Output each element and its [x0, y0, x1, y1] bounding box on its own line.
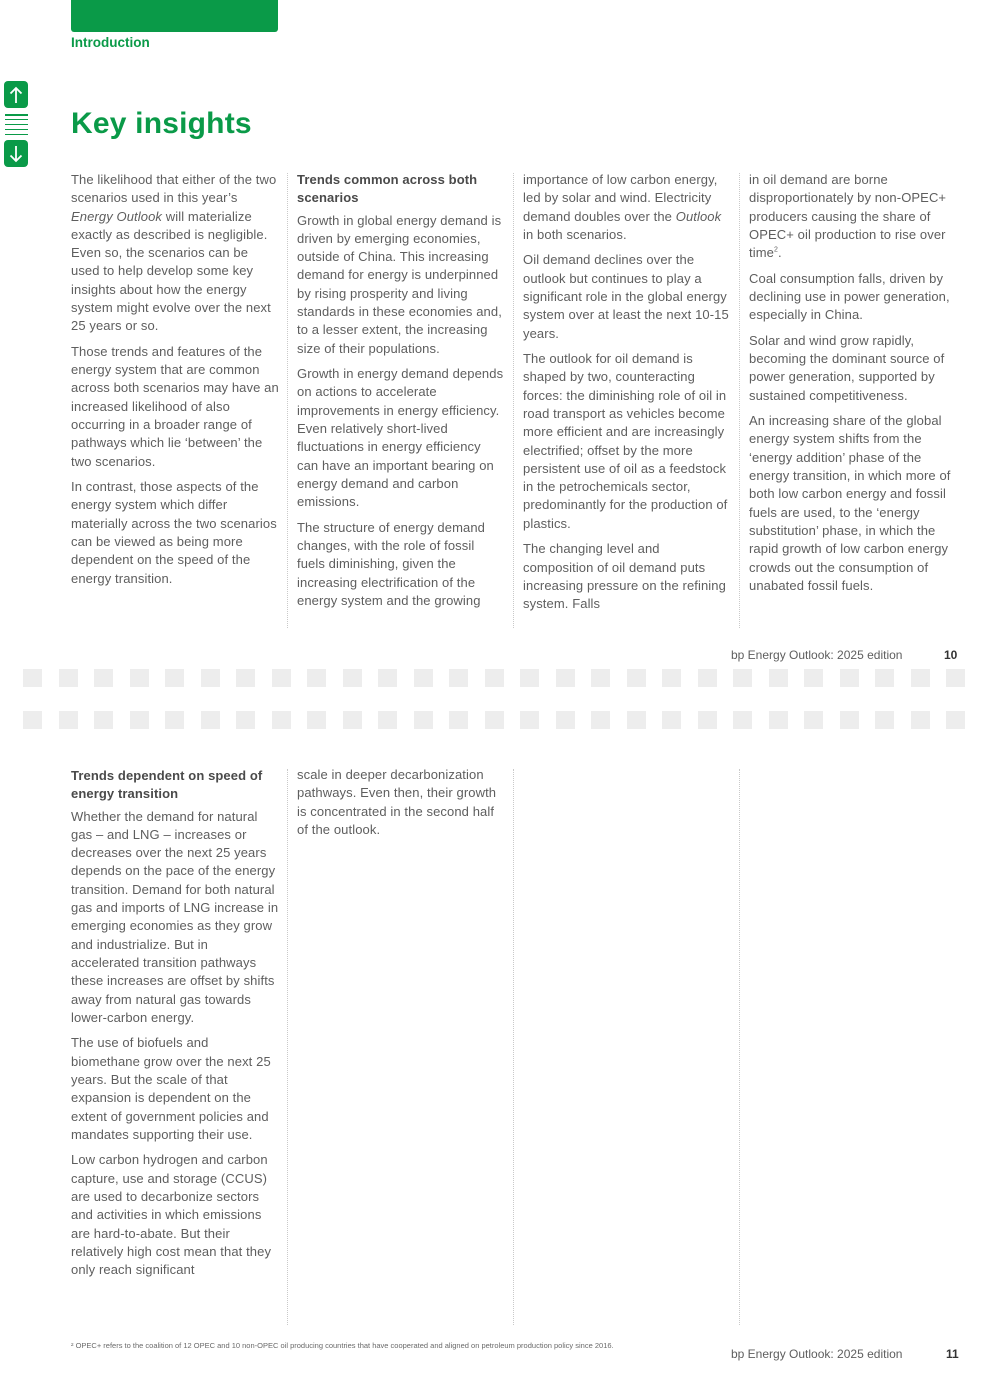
page-navigation	[4, 81, 30, 167]
page10-column-3	[523, 171, 731, 621]
page-footer-title: bp Energy Outlook: 2025 edition	[731, 648, 903, 662]
paragraph: The changing level and composition of oil demand puts increasing pressure on the refining system. Falls	[523, 541, 726, 612]
column-separator	[287, 769, 288, 1325]
paragraph: The structure of energy demand changes, with the role of fossil fuels diminishing, given the increasing electrification of the energy system and the growing	[297, 519, 485, 608]
arrow-down-icon	[9, 145, 23, 163]
section-tab-bar	[71, 0, 278, 32]
column-separator	[287, 173, 288, 628]
column-separator	[739, 769, 740, 1325]
paragraph: Whether the demand for natural gas – and LNG – increases or decreases over the next 25 years depends on the pace of the energy transition. Demand for both natural gas and imports of LNG increase in emerging economies as they grow and industrialize. But in accelerated transition pathways these increases are offset by shifts away from natural gas towards lower-carbon energy.	[71, 808, 279, 1025]
paragraph: The outlook for oil demand is shaped by two, counteracting forces: the diminishing role of oil in road transport as vehicles become more efficient and are increasingly electrified; offset by the more persistent use of oil as a feedstock in the petrochemicals sector, predominantly for the production of plastics.	[523, 351, 728, 531]
column-separator	[739, 173, 740, 628]
paragraph: Growth in global energy demand is driven by emerging economies, outside of China. This increasing demand for energy is underpinned by rising prosperity and living standards in these economies and, to a lesser extent, the increasing size of their populations.	[297, 212, 502, 356]
page-break-divider	[23, 711, 982, 729]
paragraph: scale in deeper decarbonization pathways. Even then, their growth is concentrated in the second half of the outlook.	[297, 767, 497, 837]
arrow-up-icon	[9, 86, 23, 104]
previous-page-button[interactable]	[4, 81, 28, 108]
paragraph: Growth in energy demand depends on actions to accelerate improvements in energy efficiency. Even relatively short-lived fluctuations in energy efficiency can have an important bearing on energy demand and carbon emissions.	[297, 366, 504, 510]
page11-column-1	[71, 767, 279, 1287]
subheading: Trends dependent on speed of energy transition	[71, 768, 263, 802]
paragraph: The likelihood that either of the two scenarios used in this year’s Energy Outlook will materialize exactly as described is negligible. Even so, the scenarios can be used to help develop some key insights about how the energy system might evolve over the next 25 years or so.	[71, 172, 277, 334]
paragraph: Solar and wind grow rapidly, becoming the dominant source of power generation, supported by sustained competitiveness.	[749, 332, 945, 403]
page-number: 11	[946, 1347, 959, 1361]
paragraph: in oil demand are borne disproportionately by non-OPEC+ producers causing the share of OPEC+ oil production to rise over time$^2$.	[749, 172, 947, 261]
page-break-divider	[23, 669, 982, 687]
paragraph: Oil demand declines over the outlook but continues to play a significant role in the global energy system over at least the next 10-15 years.	[523, 252, 729, 341]
menu-lines-icon[interactable]	[5, 114, 28, 135]
page-title: Key insights	[71, 107, 252, 140]
page10-column-1	[71, 171, 279, 595]
section-label[interactable]: Introduction	[71, 35, 150, 50]
paragraph: An increasing share of the global energy system shifts from the ‘energy addition’ phase of the energy transition, in which more of both low carbon energy and fossil fuels are used, to the ‘energy substitution’ phase, in which the rapid growth of low carbon energy crowds out the consumption of unabated fossil fuels.	[749, 413, 951, 593]
page-footer-title: bp Energy Outlook: 2025 edition	[731, 1347, 903, 1361]
paragraph: Those trends and features of the energy system that are common across both scenarios may have an increased likelihood of also occurring in a broader range of pathways which lie ‘between’ the two scenarios.	[71, 343, 279, 469]
paragraph: importance of low carbon energy, led by solar and wind. Electricity demand doubles over the Outlook in both scenarios.	[523, 172, 722, 242]
next-page-button[interactable]	[4, 140, 28, 167]
page10-column-2	[297, 171, 505, 617]
paragraph: The use of biofuels and biomethane grow over the next 25 years. But the scale of that expansion is dependent on the extent of government policies and mandates supporting their use.	[71, 1035, 271, 1142]
column-separator	[513, 769, 514, 1325]
page10-column-4	[749, 171, 957, 602]
subheading: Trends common across both scenarios	[297, 172, 478, 206]
column-separator	[513, 173, 514, 628]
page-number: 10	[944, 648, 958, 662]
footnote: ² OPEC+ refers to the coalition of 12 OPEC and 10 non-OPEC oil producing countries that have cooperated and aligned on petroleum production policy since 2016.	[71, 1341, 614, 1350]
page11-column-2	[297, 766, 505, 846]
paragraph: Coal consumption falls, driven by declining use in power generation, especially in China.	[749, 270, 950, 323]
paragraph: Low carbon hydrogen and carbon capture, use and storage (CCUS) are used to decarbonize sectors and activities in which emissions are hard-to-abate. But their relatively high cost mean that they only reach significant	[71, 1152, 272, 1278]
paragraph: In contrast, those aspects of the energy system which differ materially across the two scenarios can be viewed as being more dependent on the speed of the energy transition.	[71, 479, 277, 586]
